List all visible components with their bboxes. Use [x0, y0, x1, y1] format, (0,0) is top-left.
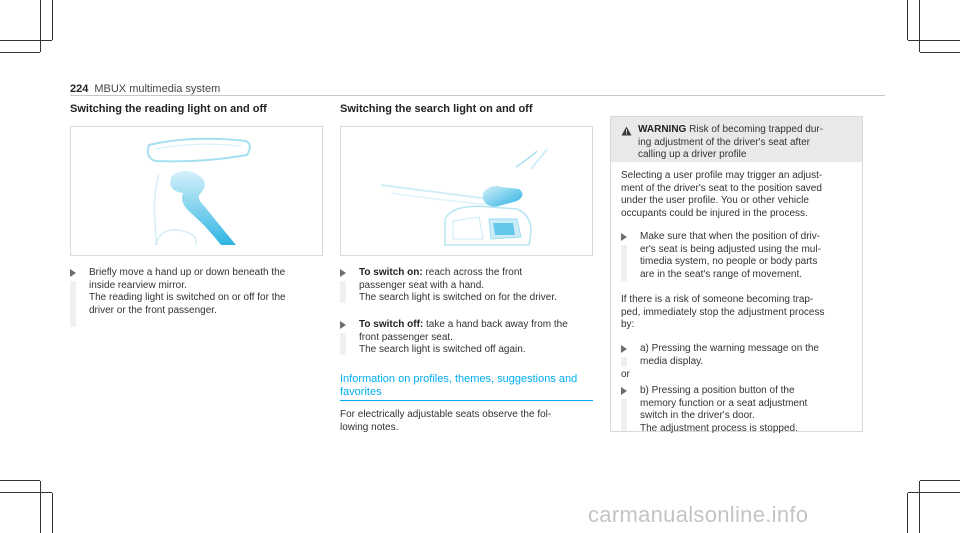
step-text: [359, 267, 589, 305]
warning-if-text: [621, 294, 857, 332]
reading-light-illustration: [70, 126, 323, 256]
warning-box: [610, 116, 863, 432]
crop-mark: [40, 481, 41, 533]
step-text: a) Pressing the warning message on the media display.: [640, 343, 819, 367]
paragraph: If there is a risk of someone becoming trap- ped, immediately stop the adjustment process by:: [621, 294, 825, 330]
crop-mark: [0, 480, 40, 481]
crop-mark: [907, 0, 908, 40]
section-title: Switching the search light on and off: [340, 103, 533, 115]
warning-header: [611, 117, 862, 162]
step-label: To switch on:: [359, 267, 423, 278]
warning-triangle-icon: [621, 126, 632, 136]
warning-message: Risk of becoming trapped dur- ing adjustment of the driver's seat after calling up a driver profile: [638, 124, 824, 160]
info-text: For electrically adjustable seats observe the fol- lowing notes.: [340, 409, 552, 433]
step-arrow-icon: [621, 387, 627, 395]
crop-mark: [52, 493, 53, 533]
step-arrow-icon: [621, 345, 627, 353]
instruction-step-switch-on: [340, 267, 593, 311]
step-arrow-icon: [621, 233, 627, 241]
step-bar: [621, 399, 627, 431]
crop-mark: [907, 493, 908, 533]
step-arrow-icon: [340, 269, 346, 277]
search-light-illustration: [340, 126, 593, 256]
crop-mark: [0, 52, 40, 53]
step-bar: [340, 281, 346, 303]
header-title: MBUX multimedia system: [94, 83, 221, 95]
crop-mark: [919, 481, 920, 533]
section-search-light: [340, 103, 593, 433]
page-header: [70, 79, 885, 97]
header-divider: [70, 95, 885, 96]
step-text: Make sure that when the position of driv- er's seat is being adjusted using the mul- timedia system, no people or body parts are in the seat's range of movement.: [640, 231, 821, 280]
crop-mark: [920, 52, 960, 53]
step-bar: [340, 333, 346, 355]
warning-label: WARNING: [638, 124, 687, 135]
crop-mark: [52, 0, 53, 40]
reading-light-figure-icon: [71, 127, 322, 255]
crop-mark: [919, 0, 920, 52]
step-text: Briefly move a hand up or down beneath the inside rearview mirror. The reading light is switched on or off for the driver or the front passenger.: [89, 267, 286, 316]
step-text: b) Pressing a position button of the memory function or a seat adjustment switch in the driver's door. The adjustment process is stopped.: [640, 385, 808, 434]
crop-mark: [0, 40, 52, 41]
section-title: Switching the reading light on and off: [70, 103, 267, 115]
warning-step-b: [621, 385, 861, 434]
search-light-figure-icon: [341, 127, 592, 255]
step-arrow-icon: [70, 269, 76, 277]
step-bar: [70, 281, 76, 327]
crop-mark: [0, 492, 52, 493]
instruction-step-switch-off: [340, 319, 593, 363]
warning-or: or: [621, 369, 630, 380]
instruction-step: [70, 267, 323, 327]
step-label: To switch off:: [359, 319, 424, 330]
page-number: 224: [70, 83, 89, 95]
crop-mark: [908, 40, 960, 41]
watermark: carmanualsonline.info: [588, 502, 809, 527]
step-text: [359, 319, 589, 357]
step-bar: [621, 245, 627, 281]
warning-text: [638, 124, 856, 162]
warning-step: [621, 231, 861, 287]
warning-step-a: [621, 343, 861, 371]
crop-mark: [40, 0, 41, 52]
warning-intro: [621, 170, 857, 220]
crop-mark: [908, 492, 960, 493]
crop-mark: [920, 480, 960, 481]
step-body: reach across the front passenger seat with a hand. The search light is switched on for the driver.: [359, 267, 557, 303]
step-bar: [621, 357, 627, 367]
info-divider: [340, 400, 593, 401]
step-body: take a hand back away from the front passenger seat. The search light is switched off again.: [359, 319, 568, 355]
step-arrow-icon: [340, 321, 346, 329]
section-reading-light: [70, 103, 323, 316]
info-section-title: Information on profiles, themes, suggestions and favorites: [340, 373, 578, 398]
paragraph: Selecting a user profile may trigger an adjust- ment of the driver's seat to the position saved under the user profile. You or other vehicle occupants could be injured in the process.: [621, 170, 823, 219]
